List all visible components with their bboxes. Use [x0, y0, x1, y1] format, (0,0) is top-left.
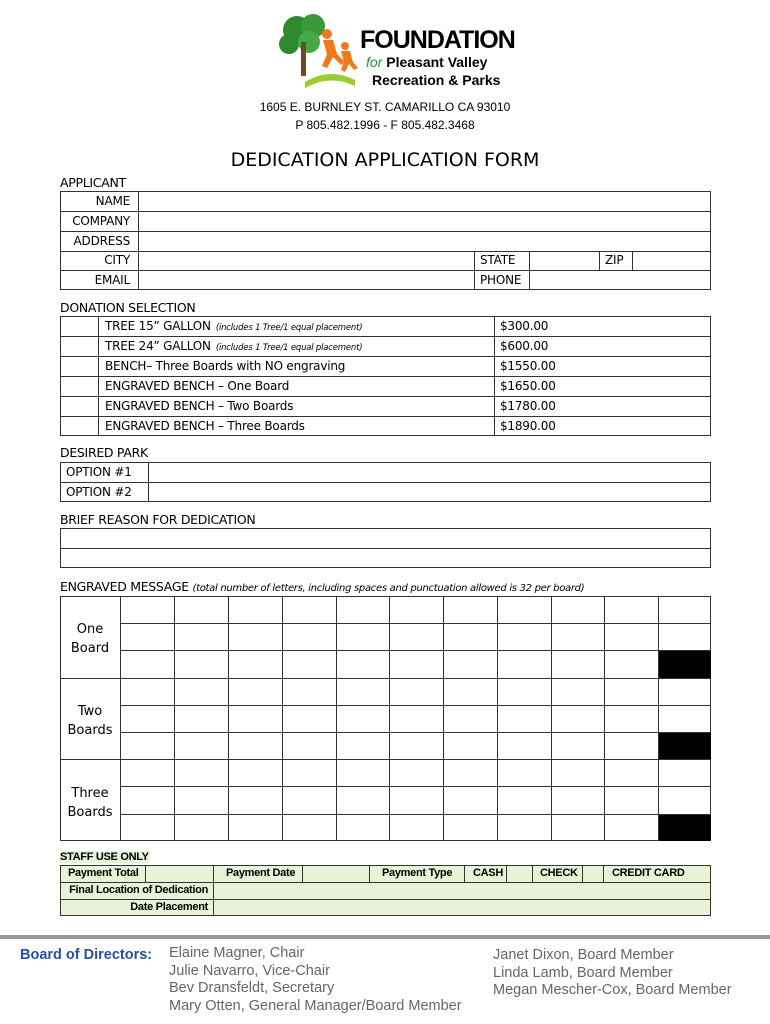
letter-cell[interactable] — [175, 651, 228, 677]
letter-cell[interactable] — [444, 624, 497, 650]
board-member: Megan Mescher-Cox, Board Member — [493, 982, 732, 998]
letter-cell[interactable] — [337, 760, 389, 786]
option-2-field[interactable] — [149, 483, 710, 501]
address-field[interactable] — [139, 232, 710, 250]
letter-cell[interactable] — [552, 760, 604, 786]
one-board-label — [60, 620, 120, 658]
letter-cell[interactable] — [229, 733, 282, 759]
letter-cell[interactable] — [390, 679, 443, 705]
letter-cell[interactable] — [283, 787, 336, 813]
logo-line1-text: Pleasant Valley — [386, 54, 488, 70]
donation-select-box[interactable] — [61, 417, 97, 435]
letter-cell[interactable] — [444, 679, 497, 705]
phone-label: PHONE — [480, 273, 522, 287]
check-label: CHECK — [540, 867, 578, 879]
letter-cell[interactable] — [229, 815, 282, 841]
letter-cell[interactable] — [175, 787, 228, 813]
donation-item-price: $300.00 — [500, 319, 549, 333]
letter-cell[interactable] — [175, 815, 228, 841]
donation-select-box[interactable] — [61, 397, 97, 415]
letter-cell[interactable] — [390, 706, 443, 732]
letter-cell[interactable] — [444, 733, 497, 759]
board-member: Linda Lamb, Board Member — [493, 964, 673, 981]
letter-cell[interactable] — [283, 706, 336, 732]
letter-cell[interactable] — [659, 706, 711, 732]
letter-cell[interactable] — [390, 815, 443, 841]
letter-cell[interactable] — [229, 706, 282, 732]
donation-select-box[interactable] — [61, 357, 97, 375]
letter-cell[interactable] — [390, 787, 443, 813]
board-heading: Board of Directors: — [20, 947, 153, 963]
letter-cell[interactable] — [229, 760, 282, 786]
letter-cell[interactable] — [229, 787, 282, 813]
letter-cell[interactable] — [552, 787, 604, 813]
letter-cell[interactable] — [498, 651, 551, 677]
letter-cell[interactable] — [229, 679, 282, 705]
final-location-field[interactable] — [214, 883, 710, 898]
letter-cell[interactable] — [390, 733, 443, 759]
letter-cell[interactable] — [605, 815, 658, 841]
logo-for: for — [366, 54, 383, 70]
letter-cell[interactable] — [390, 760, 443, 786]
donation-select-box[interactable] — [61, 337, 97, 355]
logo-title: FOUNDATION — [360, 26, 515, 54]
three-boards-label-2: Boards — [67, 805, 113, 820]
letter-cell[interactable] — [605, 706, 658, 732]
name-field[interactable] — [139, 192, 710, 210]
letter-cell[interactable] — [444, 597, 497, 623]
letter-cell[interactable] — [283, 651, 336, 677]
address-phones: P 805.482.1996 - F 805.482.3468 — [295, 118, 475, 132]
footer-divider — [0, 935, 770, 939]
letter-cell[interactable] — [121, 624, 174, 650]
letter-cell[interactable] — [121, 760, 174, 786]
letter-cell[interactable] — [605, 679, 658, 705]
letter-cell[interactable] — [552, 651, 604, 677]
payment-date-field[interactable] — [303, 866, 368, 881]
donation-item-label — [105, 359, 345, 373]
donation-item-label — [105, 319, 362, 333]
option-1-label: OPTION #1 — [66, 465, 132, 479]
final-location-label: Final Location of Dedication — [69, 884, 208, 896]
letter-cell[interactable] — [390, 597, 443, 623]
letter-cell[interactable] — [444, 760, 497, 786]
letter-cell[interactable] — [283, 597, 336, 623]
donation-select-box[interactable] — [61, 377, 97, 395]
letter-cell[interactable] — [659, 679, 711, 705]
letter-cell[interactable] — [283, 733, 336, 759]
cash-checkbox[interactable] — [507, 866, 531, 881]
donation-item-label — [105, 399, 293, 413]
donation-select-box[interactable] — [61, 317, 97, 335]
letter-cell[interactable] — [229, 597, 282, 623]
donation-item-text: ENGRAVED BENCH – One Board — [105, 379, 290, 393]
date-placement-label: Date Placement — [130, 901, 208, 913]
company-field[interactable] — [139, 212, 710, 230]
donation-item-text: ENGRAVED BENCH – Three Boards — [105, 419, 305, 433]
letter-cell[interactable] — [175, 733, 228, 759]
letter-cell[interactable] — [337, 815, 389, 841]
blocked-cell — [659, 733, 711, 759]
letter-cell[interactable] — [390, 651, 443, 677]
engraved-heading — [60, 579, 584, 594]
credit-card-label: CREDIT CARD — [612, 867, 685, 879]
letter-cell[interactable] — [121, 651, 174, 677]
reason-heading: BRIEF REASON FOR DEDICATION — [60, 512, 256, 527]
letter-cell[interactable] — [121, 815, 174, 841]
letter-cell[interactable] — [121, 733, 174, 759]
letter-cell[interactable] — [605, 733, 658, 759]
email-label: EMAIL — [94, 273, 130, 287]
payment-total-label: Payment Total — [68, 867, 139, 879]
cash-label: CASH — [473, 867, 503, 879]
donation-item-label — [105, 379, 289, 393]
engraved-title: ENGRAVED MESSAGE — [60, 579, 189, 594]
letter-cell[interactable] — [659, 624, 711, 650]
board-member: Elaine Magner, Chair — [169, 945, 305, 961]
letter-cell[interactable] — [175, 679, 228, 705]
letter-cell[interactable] — [121, 597, 174, 623]
letter-cell[interactable] — [605, 760, 658, 786]
letter-cell[interactable] — [337, 651, 389, 677]
donation-item-note: (includes 1 Tree/1 equal placement) — [215, 343, 363, 353]
letter-cell[interactable] — [283, 624, 336, 650]
letter-cell[interactable] — [605, 651, 658, 677]
two-boards-label — [60, 702, 120, 740]
form-title: DEDICATION APPLICATION FORM — [230, 149, 540, 171]
letter-cell[interactable] — [337, 679, 389, 705]
logo-line-1 — [366, 54, 487, 70]
donation-item-note: (includes 1 Tree/1 equal placement) — [215, 323, 363, 333]
company-label: COMPANY — [72, 214, 130, 228]
donation-item-price: $1780.00 — [500, 399, 556, 413]
three-boards-label-1: Three — [71, 786, 109, 801]
logo-line-2: Recreation & Parks — [372, 72, 501, 88]
letter-cell[interactable] — [498, 733, 551, 759]
board-member: Bev Dransfeldt, Secretary — [169, 980, 335, 996]
board-right-list — [493, 947, 732, 1000]
letter-cell[interactable] — [552, 815, 604, 841]
state-label: STATE — [480, 253, 516, 267]
state-field[interactable] — [530, 252, 598, 269]
one-board-label-2: Board — [70, 641, 110, 656]
letter-cell[interactable] — [498, 679, 551, 705]
two-boards-label-2: Boards — [67, 723, 113, 738]
letter-cell[interactable] — [659, 787, 711, 813]
letter-cell[interactable] — [229, 651, 282, 677]
letter-cell[interactable] — [337, 733, 389, 759]
letter-cell[interactable] — [121, 679, 174, 705]
letter-cell[interactable] — [498, 787, 551, 813]
engraved-note: (total number of letters, including spaces and punctuation allowed is 32 per board) — [192, 583, 585, 594]
donation-item-text: ENGRAVED BENCH – Two Boards — [105, 399, 294, 413]
check-checkbox[interactable] — [583, 866, 602, 881]
letter-cell[interactable] — [552, 624, 604, 650]
letter-cell[interactable] — [283, 679, 336, 705]
date-placement-field[interactable] — [214, 900, 710, 915]
board-member: Janet Dixon, Board Member — [493, 947, 674, 963]
zip-field[interactable] — [633, 252, 710, 269]
letter-cell[interactable] — [498, 760, 551, 786]
letter-cell[interactable] — [175, 597, 228, 623]
letter-cell[interactable] — [121, 787, 174, 813]
donation-item-text: TREE 24” GALLON — [105, 339, 211, 353]
blocked-cell — [659, 651, 711, 677]
letter-cell[interactable] — [659, 760, 711, 786]
letter-cell[interactable] — [337, 597, 389, 623]
letter-cell[interactable] — [175, 706, 228, 732]
option-2-label: OPTION #2 — [66, 485, 132, 499]
donation-item-text: BENCH– Three Boards with NO engraving — [105, 359, 346, 373]
park-heading: DESIRED PARK — [60, 445, 148, 460]
blocked-cell — [659, 815, 711, 841]
letter-cell[interactable] — [552, 597, 604, 623]
email-field[interactable] — [139, 271, 473, 289]
payment-type-label: Payment Type — [382, 867, 453, 879]
donation-item-label — [105, 339, 362, 353]
donation-heading: DONATION SELECTION — [60, 300, 196, 315]
letter-cell[interactable] — [444, 815, 497, 841]
letter-cell[interactable] — [175, 624, 228, 650]
payment-total-field[interactable] — [146, 866, 212, 881]
donation-item-price: $600.00 — [500, 339, 549, 353]
letter-cell[interactable] — [659, 597, 711, 623]
letter-cell[interactable] — [552, 706, 604, 732]
one-board-label-1: One — [76, 622, 104, 637]
donation-item-price: $1550.00 — [500, 359, 556, 373]
donation-item-text: TREE 15” GALLON — [105, 319, 211, 333]
letter-cell[interactable] — [337, 624, 389, 650]
letter-cell[interactable] — [390, 624, 443, 650]
applicant-heading: APPLICANT — [60, 175, 126, 190]
letter-cell[interactable] — [121, 706, 174, 732]
donation-item-label — [105, 419, 305, 433]
letter-cell[interactable] — [605, 624, 658, 650]
donation-item-price: $1890.00 — [500, 419, 556, 433]
board-left-list — [169, 945, 462, 1015]
letter-cell[interactable] — [175, 760, 228, 786]
letter-cell[interactable] — [498, 624, 551, 650]
staff-heading: STAFF USE ONLY — [60, 851, 149, 863]
letter-cell[interactable] — [444, 787, 497, 813]
city-label: CITY — [104, 253, 130, 267]
city-field[interactable] — [139, 252, 473, 269]
letter-cell[interactable] — [498, 706, 551, 732]
letter-cell[interactable] — [229, 624, 282, 650]
letter-cell[interactable] — [444, 651, 497, 677]
letter-cell[interactable] — [283, 815, 336, 841]
letter-cell[interactable] — [444, 706, 497, 732]
letter-cell[interactable] — [498, 815, 551, 841]
letter-cell[interactable] — [605, 787, 658, 813]
letter-cell[interactable] — [605, 597, 658, 623]
letter-cell[interactable] — [552, 679, 604, 705]
address-label: ADDRESS — [73, 234, 130, 248]
letter-cell[interactable] — [552, 733, 604, 759]
payment-date-label: Payment Date — [226, 867, 296, 879]
address-street: 1605 E. BURNLEY ST. CAMARILLO CA 93010 — [259, 100, 511, 114]
two-boards-label-1: Two — [77, 704, 103, 719]
letter-cell[interactable] — [283, 760, 336, 786]
board-member: Julie Navarro, Vice-Chair — [169, 962, 330, 979]
letter-cell[interactable] — [498, 597, 551, 623]
option-1-field[interactable] — [149, 463, 710, 481]
three-boards-label — [60, 784, 120, 822]
letter-cell[interactable] — [337, 706, 389, 732]
board-member: Mary Otten, General Manager/Board Member — [169, 997, 462, 1014]
phone-field[interactable] — [530, 271, 710, 289]
donation-item-price: $1650.00 — [500, 379, 556, 393]
name-label: NAME — [95, 194, 130, 208]
zip-label: ZIP — [605, 253, 624, 267]
letter-cell[interactable] — [337, 787, 389, 813]
